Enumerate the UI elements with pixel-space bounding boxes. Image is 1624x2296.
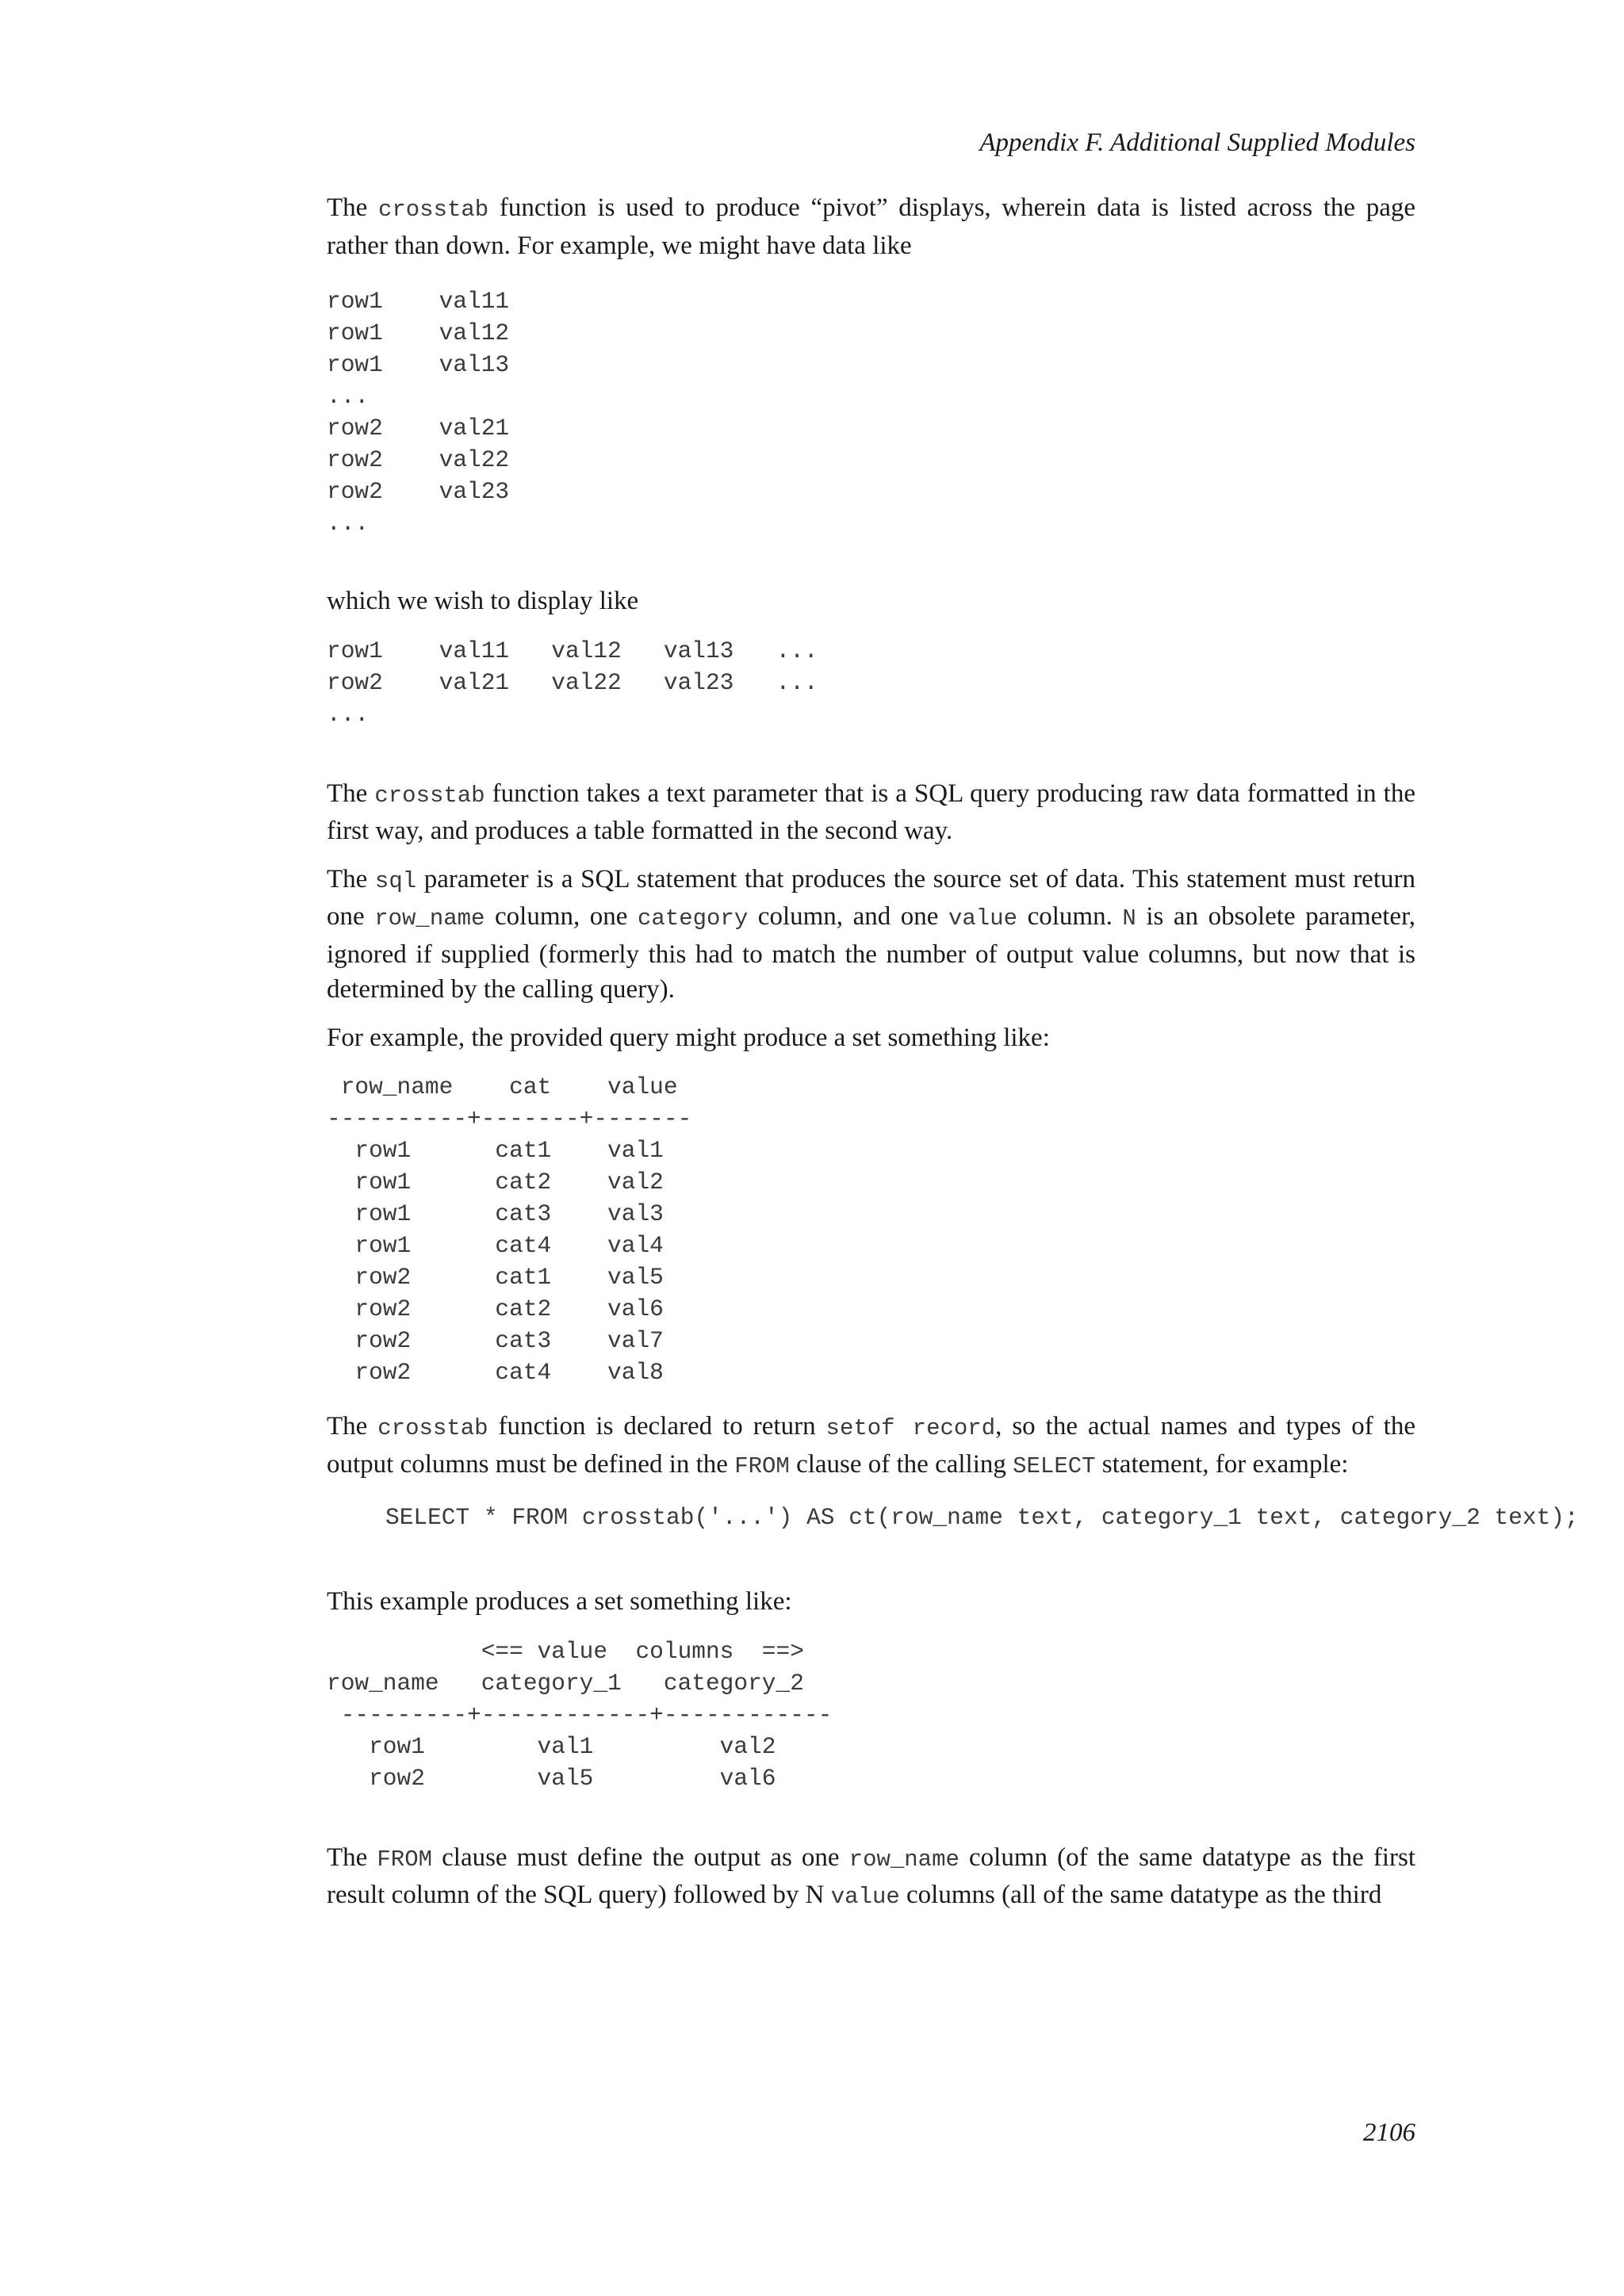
code-block-query-result: row_name cat value ----------+-------+------- row1 cat1 val1 row1 cat2 val2 row1 cat3 val3 row1 cat4 val4 row2 cat1 val5 row2 cat2 val6 row2 cat3 val7 row2 cat4 val8	[327, 1073, 692, 1386]
paragraph-declared-return: The crosstab function is declared to return setof record, so the actual names and types of the output columns must be defined in the FROM clause of the calling SELECT statement, for example:	[327, 1412, 1415, 1479]
inline-code-row-name: row_name	[374, 905, 485, 932]
inline-code-row-name: row_name	[848, 1846, 959, 1873]
inline-code-setof-record: setof record	[825, 1415, 996, 1441]
page-content	[327, 190, 1579, 1915]
code-block-raw-data: row1 val11 row1 val12 row1 val13 ... row2 val21 row2 val22 row2 val23 ...	[327, 288, 510, 537]
inline-code-n: N	[1122, 905, 1136, 932]
paragraph-example-produces: This example produces a set something like:	[327, 1587, 792, 1616]
paragraph-provided-query: For example, the provided query might produce a set something like:	[327, 1023, 1050, 1052]
inline-code-crosstab: crosstab	[377, 197, 489, 223]
paragraph-from-clause: The FROM clause must define the output as one row_name column (of the same datatype as the first result column of the SQL query) followed by N value columns (all of the same datatype as the third	[327, 1843, 1415, 1910]
paragraph-display-like: which we wish to display like	[327, 587, 639, 615]
inline-code-from: FROM	[377, 1846, 433, 1873]
inline-code-crosstab: crosstab	[377, 1415, 488, 1441]
inline-code-value: value	[948, 905, 1018, 932]
inline-code-select: SELECT	[1013, 1452, 1096, 1479]
inline-code-category: category	[638, 905, 749, 932]
inline-code-crosstab: crosstab	[374, 782, 485, 809]
code-block-select-example: SELECT * FROM crosstab('...') AS ct(row_name text, category_1 text, category_2 text);	[385, 1504, 1579, 1531]
page-number: 2106	[1363, 2118, 1415, 2147]
inline-code-value: value	[830, 1884, 900, 1910]
paragraph-sql-parameter: The sql parameter is a SQL statement that produces the source set of data. This statement must return one row_name column, one category column, and one value column. N is an obsolete parameter, ignored if supplied (formerly this had to match the number of output value columns, but now that is determined by the calling query).	[327, 864, 1415, 1004]
inline-code-sql: sql	[374, 867, 417, 894]
code-block-pivot-display: row1 val11 val12 val13 ... row2 val21 val22 val23 ... ...	[327, 637, 818, 728]
paragraph-crosstab-parameter: The crosstab function takes a text parameter that is a SQL query producing raw data formatted in the first way, and produces a table formatted in the second way.	[327, 779, 1415, 845]
paragraph-crosstab-intro: The crosstab function is used to produce “pivot” displays, wherein data is listed across the page rather than down. For example, we might have data like	[327, 193, 1415, 260]
code-block-crosstab-result: <== value columns ==> row_name category_1 category_2 ---------+------------+------------ row1 val1 val2 row2 val5 val6	[327, 1637, 833, 1792]
running-header: Appendix F. Additional Supplied Modules	[979, 128, 1415, 157]
inline-code-from: FROM	[734, 1452, 790, 1479]
